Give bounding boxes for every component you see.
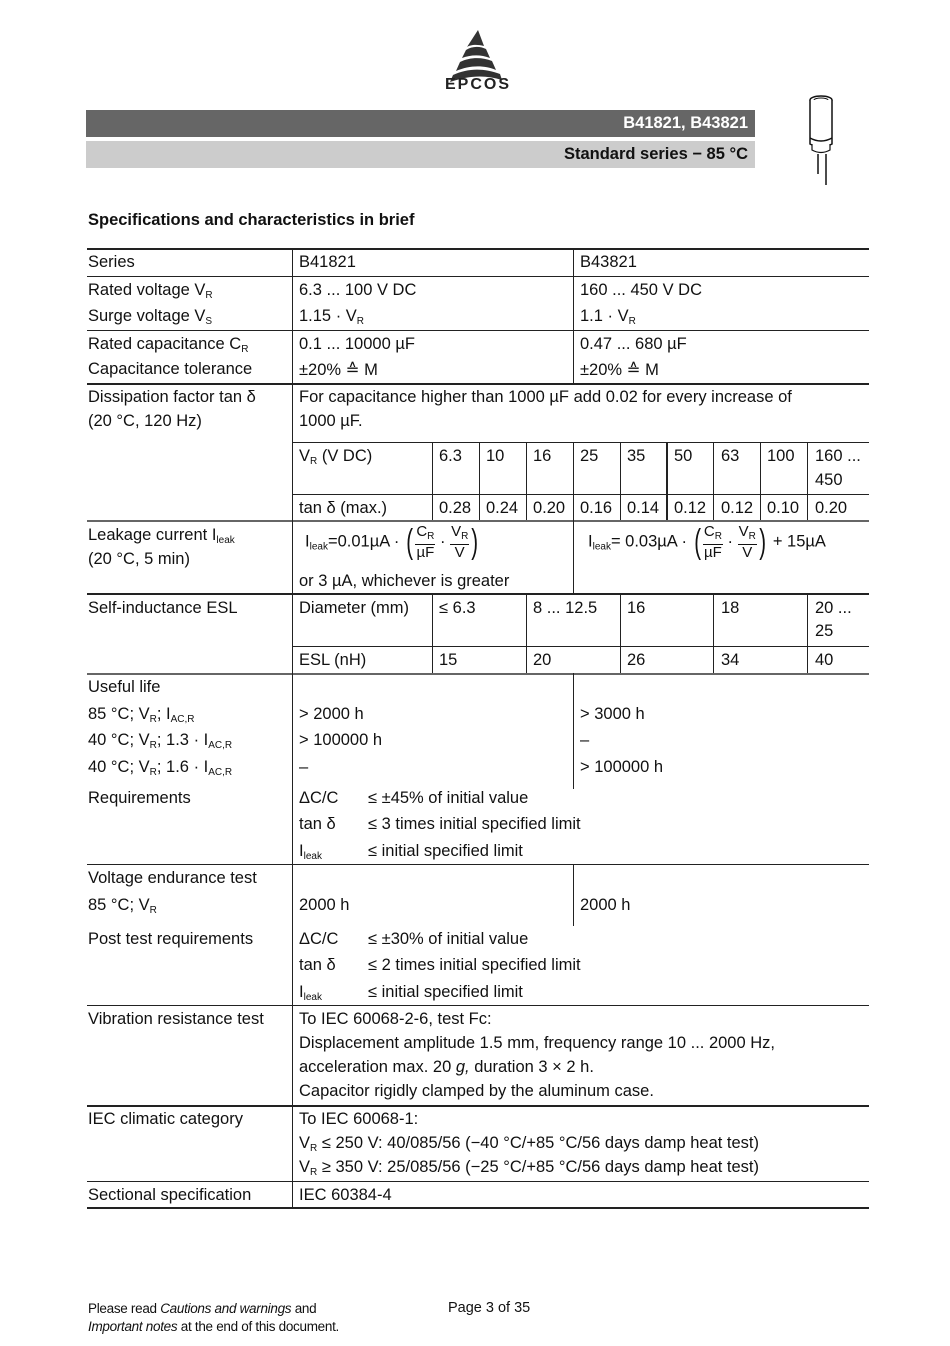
requirement-param: ΔC/C (299, 930, 339, 948)
series-b43821: B43821 (580, 253, 637, 271)
useful-life-b43821: – (580, 731, 590, 749)
requirement-value: ≤ initial specified limit (368, 842, 523, 860)
surge-voltage-b43821: $1.1 \cdot V_R$ (580, 307, 636, 327)
capacitance-tolerance-b41821: ±20% ≙ M (299, 361, 378, 379)
climatic-line: $V_R \le 250$ V: 40/085/56 (−40 °C/+85 °C/56 days damp heat test) (299, 1134, 760, 1154)
row-label-leakage-current: Leakage current $I_{leak}$ (88, 526, 235, 546)
vr-value: 10 (486, 447, 505, 465)
vr-value: 50 (674, 447, 693, 465)
row-label-voltage-endurance: Voltage endurance test (88, 869, 257, 887)
row-label-sectional: Sectional specification (88, 1186, 252, 1204)
row-label-esl: Self-inductance ESL (88, 599, 238, 617)
esl-value: 34 (721, 651, 740, 669)
climatic-line: $V_R \ge 350$ V: 25/085/56 (−25 °C/+85 °C/56 days damp heat test) (299, 1158, 760, 1178)
requirement-value: ≤ ±30% of initial value (368, 930, 529, 948)
table-column-rule (573, 520, 574, 593)
useful-life-b41821: – (299, 758, 309, 776)
table-rule (87, 520, 869, 522)
esl-value: 20 (533, 651, 552, 669)
surge-voltage-b41821: $1.15 \cdot V_R$ (299, 307, 365, 327)
tan-delta-value: 0.16 (580, 499, 613, 517)
product-codes: B41821, B43821 (623, 114, 748, 132)
table-rule (87, 673, 869, 675)
vr-value: 16 (533, 447, 552, 465)
rated-capacitance-b43821: 0.47 ... 680 µF (580, 335, 687, 353)
tan-delta-value: 0.20 (533, 499, 566, 517)
vr-value: 100 (767, 447, 795, 465)
table-rule (292, 646, 869, 647)
table-column-rule (807, 593, 808, 673)
esl-header: ESL (nH) (299, 651, 367, 669)
section-title: Specifications and characteristics in brief (88, 211, 415, 229)
table-column-rule (573, 249, 574, 383)
tan-delta-value: 0.28 (439, 499, 472, 517)
diameter-value: 8 ... 12.5 (533, 599, 598, 617)
vr-value: 25 (580, 447, 599, 465)
tan-delta-value: 0.12 (674, 499, 707, 517)
series-b41821: B41821 (299, 253, 356, 271)
table-column-rule (620, 442, 621, 520)
esl-value: 15 (439, 651, 458, 669)
esl-value: 26 (627, 651, 646, 669)
vibration-line: Capacitor rigidly clamped by the aluminum case. (299, 1082, 654, 1100)
brand-name: EPCOS (444, 76, 511, 93)
series-title-bar (86, 141, 755, 168)
useful-life-condition: 40 °C; $V_R$; $1.6 \cdot I_{AC,R}$ (88, 758, 233, 778)
leakage-note-b41821: or 3 µA, whichever is greater (299, 572, 510, 590)
table-column-rule (760, 442, 761, 520)
row-label-rated-voltage: Rated voltage $V_R$ (88, 281, 213, 301)
vr-header: $V_R$ (V DC) (299, 447, 373, 467)
diameter-value: 16 (627, 599, 646, 617)
table-rule (292, 442, 869, 443)
table-column-rule (526, 442, 527, 520)
table-column-rule (526, 593, 527, 673)
vr-value: 160 ... (815, 447, 861, 465)
series-title: Standard series − 85 °C (563, 145, 748, 163)
row-label-climatic: IEC climatic category (88, 1110, 243, 1128)
table-rule (87, 1005, 869, 1006)
voltage-endurance-condition: 85 °C; $V_R$ (88, 896, 157, 916)
vibration-line: acceleration max. 20 g, duration 3 × 2 h. (299, 1058, 594, 1076)
tan-delta-value: 0.14 (627, 499, 660, 517)
sectional-value: IEC 60384-4 (299, 1186, 392, 1204)
row-label-rated-capacitance: Rated capacitance $C_R$ (88, 335, 249, 355)
leakage-formula-b43821: $I_{leak}= 0.03\mu A$ · ( $\frac{C_R}{\text{µF}}$ · $\frac{V_R}{V}$ ) + 15µA (588, 523, 826, 561)
table-column-rule (479, 442, 480, 520)
requirement-value: ≤ 2 times initial specified limit (368, 956, 581, 974)
requirement-value: ≤ initial specified limit (368, 983, 523, 1001)
diameter-value: ≤ 6.3 (439, 599, 476, 617)
table-rule (292, 494, 869, 495)
row-label-capacitance-tolerance: Capacitance tolerance (88, 360, 253, 378)
table-column-rule (573, 673, 574, 789)
row-label-vibration: Vibration resistance test (88, 1010, 264, 1028)
requirement-param: tan δ (299, 815, 336, 833)
footer-note: Please read Cautions and warnings and Important notes at the end of this document. (88, 1301, 339, 1334)
tan-delta-value: 0.24 (486, 499, 519, 517)
vr-value: 35 (627, 447, 646, 465)
table-rule (87, 330, 869, 331)
row-label-surge-voltage: Surge voltage $V_S$ (88, 307, 213, 327)
table-column-rule (292, 249, 293, 1208)
diameter-header: Diameter (mm) (299, 599, 409, 617)
requirement-param: $I_{leak}$ (299, 983, 322, 1003)
requirement-value: ≤ ±45% of initial value (368, 789, 529, 807)
table-rule (87, 383, 869, 385)
climatic-line: To IEC 60068-1: (299, 1110, 419, 1128)
table-rule (87, 1105, 869, 1107)
vibration-line: Displacement amplitude 1.5 mm, frequency range 10 ... 2000 Hz, (299, 1034, 775, 1052)
useful-life-condition: 40 °C; $V_R$; $1.3 \cdot I_{AC,R}$ (88, 731, 233, 751)
table-column-rule (713, 593, 714, 673)
tan-delta-value: 0.12 (721, 499, 754, 517)
voltage-endurance-b43821: 2000 h (580, 896, 631, 914)
requirement-param: $I_{leak}$ (299, 842, 322, 862)
rated-voltage-b43821: 160 ... 450 V DC (580, 281, 702, 299)
table-rule (87, 1207, 869, 1209)
table-rule (87, 248, 869, 250)
diameter-value: 18 (721, 599, 740, 617)
table-rule (87, 593, 869, 595)
row-label-useful-life: Useful life (88, 678, 161, 696)
requirement-param: tan δ (299, 956, 336, 974)
product-codes-bar (86, 110, 755, 137)
page-number: Page 3 of 35 (448, 1300, 531, 1316)
tan-delta-value: 0.10 (767, 499, 800, 517)
dissipation-note-cont: 1000 µF. (299, 412, 363, 430)
table-rule (87, 864, 869, 865)
capacitance-tolerance-b43821: ±20% ≙ M (580, 361, 659, 379)
diameter-value-cont: 25 (815, 622, 834, 640)
rated-capacitance-b41821: 0.1 ... 10000 µF (299, 335, 415, 353)
useful-life-b43821: > 100000 h (580, 758, 664, 776)
useful-life-b43821: > 3000 h (580, 705, 645, 723)
requirement-value: ≤ 3 times initial specified limit (368, 815, 581, 833)
useful-life-b41821: > 2000 h (299, 705, 364, 723)
row-label-requirements: Requirements (88, 789, 191, 807)
tan-delta-value: 0.20 (815, 499, 848, 517)
tan-delta-header: tan δ (max.) (299, 499, 388, 517)
capacitor-icon (806, 94, 836, 186)
table-rule (87, 1181, 869, 1182)
vibration-line: To IEC 60068-2-6, test Fc: (299, 1010, 492, 1028)
table-rule (87, 276, 869, 277)
useful-life-condition: 85 °C; $V_R$; $I_{AC,R}$ (88, 705, 195, 725)
leakage-formula-b41821: $I_{leak}=0.01\mu A$ · ( $\frac{C_R}{\text{µF}}$ · $\frac{V_R}{V}$ ) (305, 523, 479, 561)
esl-value: 40 (815, 651, 834, 669)
requirement-param: ΔC/C (299, 789, 339, 807)
table-column-rule (620, 593, 621, 673)
leakage-conditions: (20 °C, 5 min) (88, 550, 190, 568)
table-column-rule (807, 442, 808, 520)
dissipation-note: For capacitance higher than 1000 µF add 0.02 for every increase of (299, 388, 792, 406)
table-column-rule (432, 593, 433, 673)
diameter-value: 20 ... (815, 599, 852, 617)
table-column-rule (432, 442, 433, 520)
row-label-series: Series (88, 253, 135, 271)
voltage-endurance-b41821: 2000 h (299, 896, 350, 914)
row-label-dissipation-factor: Dissipation factor tan δ (88, 388, 256, 406)
table-column-rule (573, 864, 574, 926)
row-label-post-test-requirements: Post test requirements (88, 930, 254, 948)
vr-value: 63 (721, 447, 740, 465)
table-column-rule (713, 442, 714, 520)
useful-life-b41821: > 100000 h (299, 731, 383, 749)
table-column-rule (666, 442, 668, 520)
rated-voltage-b41821: 6.3 ... 100 V DC (299, 281, 417, 299)
table-column-rule (573, 442, 574, 520)
vr-value: 6.3 (439, 447, 462, 465)
dissipation-conditions: (20 °C, 120 Hz) (88, 412, 202, 430)
vr-value-cont: 450 (815, 471, 843, 489)
